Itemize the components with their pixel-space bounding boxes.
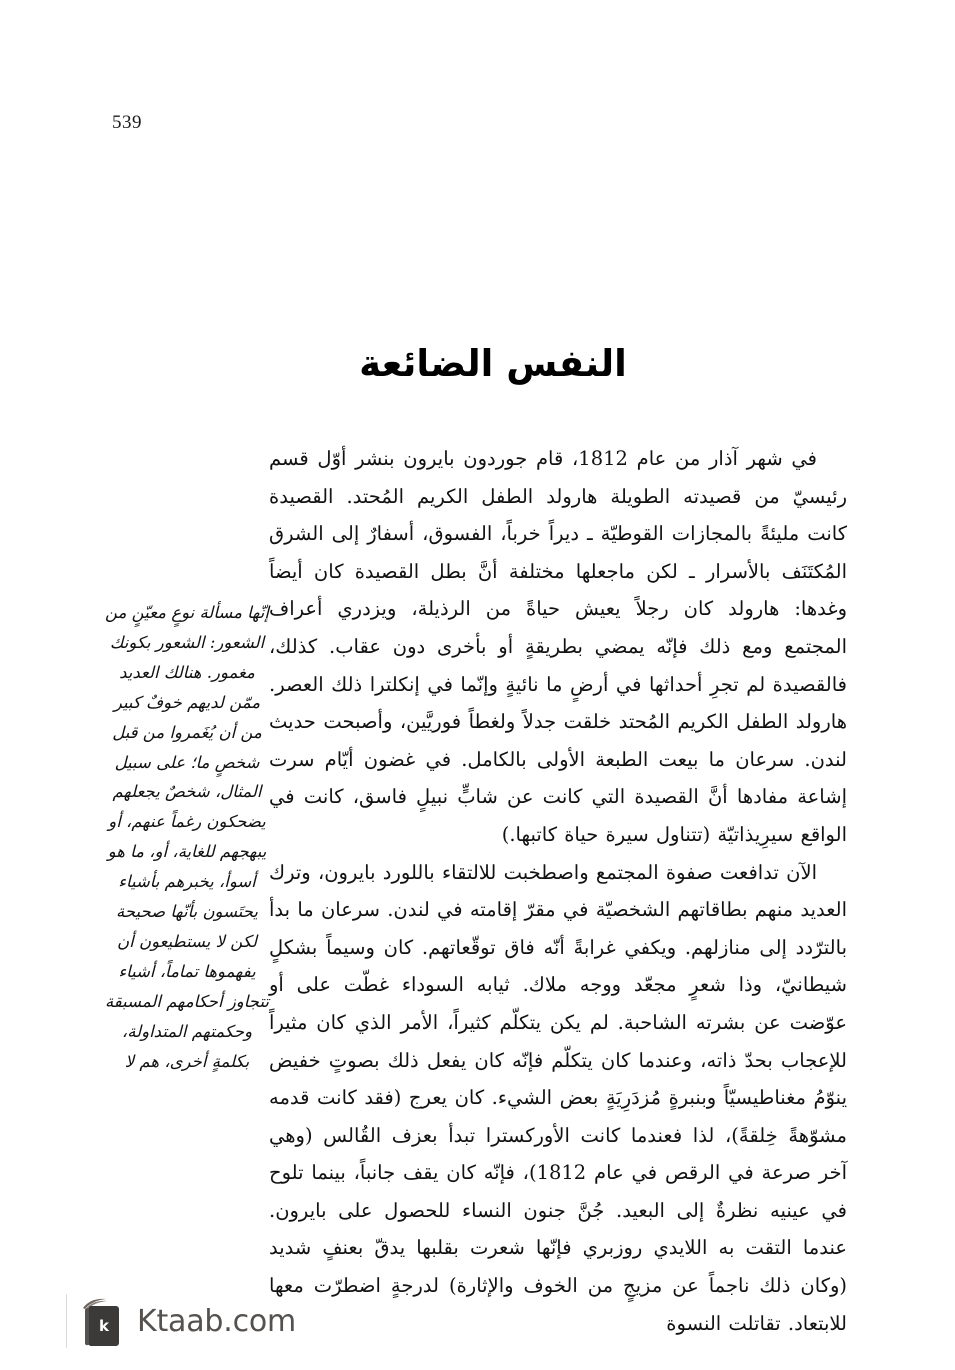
paragraph: في شهر آذار من عام 1812، قام جوردون بايرون بنشر أوّل قسم رئيسيّ من قصيدته الطويلة هارولد الطفل الكريم المُحتد. القصيدة كانت مليئةً بالمجازات القوطيّة ـ ديراً خرباً، الفسوق، أسفارٌ إلى الشرق المُكتَنَف بالأسرار ـ لكن ماجعلها مختلفة أنَّ بطل القصيدة كان أيضاً وغدها: هارولد كان رجلاً يعيش حياةً من الرذيلة، ويزدري أعراف المجتمع ومع ذلك فإنّه يمضي بطريقةٍ أو بأخرى دون عقاب. كذلك، فالقصيدة لم تجرِ أحداثها في أرضٍ ما نائيةٍ وإنّما في إنكلترا ذلك العصر. هارولد الطفل الكريم المُحتد خلقت جدلاً ولغطاً فوريَّين، وأصبحت حديث لندن. سرعان ما بيعت الطبعة الأولى بالكامل. في غضون أيّام سرت إشاعة مفادها أنَّ القصيدة التي كانت عن شابٍّ نبيلٍ فاسق، كانت في الواقع سيرِيذاتيّة (تتناول سيرة حياة كاتبها.) xyxy=(269,447,847,846)
margin-pull-quote xyxy=(104,598,270,1077)
watermark-brand-text: Ktaab.com xyxy=(137,1303,297,1339)
site-watermark xyxy=(66,1290,296,1352)
body-text xyxy=(269,440,847,1342)
margin-note-text: إنّها مسألة نوعٍ معيّنٍ من الشعور: الشعور بكونك مغمور. هنالك العديد ممّن لديهم خوفٌ كبير من أن يُغَمروا من قبل شخصٍ ما؛ على سبيل المثال، شخصٌ يجعلهم يضحكون رغماً عنهم، أو يبهجهم للغاية، أو، ما هو أسوأ، يخبرهم بأشياء يحتَسون بأنّها صحيحة لكن لا يستطيعون أن يفهموها تماماً، أشياء تتجاوز أحكامهم المسبقة وحكمتهم المتداولة، بكلمةٍ أخرى، هم لا xyxy=(104,603,270,1071)
watermark-divider xyxy=(66,1294,67,1348)
open-book-icon xyxy=(81,1296,125,1346)
paragraph: الآن تدافعت صفوة المجتمع واصطخبت للالتقاء باللورد بايرون، وترك العديد منهم بطاقاتهم الشخصيّة في مقرّ إقامته في لندن. سرعان ما بدأ بالترّدد إلى منازلهم. ويكفي غرابةً أنّه فاق توقّعاتهم. كان وسيماً بشكلٍ شيطانيّ، وذا شعرٍ مجعّد ووجه ملاك. ثيابه السوداء غطّت على أو عوّضت عن بشرته الشاحبة. لم يكن يتكلّم كثيراً، الأمر الذي كان مثيراً للإعجاب بحدّ ذاته، وعندما كان يتكلّم فإنّه كان يفعل ذلك بصوتٍ خفيض ينوّمُ مغناطيسيّاً وبنبرةٍ مُزدَرِيَةٍ بعض الشيء. كان يعرج (فقد كانت قدمه مشوّهةً خِلقةً)، لذا فعندما كانت الأوركسترا تبدأ بعزف القُالس (وهي آخر صرعة في الرقص في عام 1812)، فإنّه كان يقف جانباً، بينما تلوح في عينيه نظرةٌ إلى البعيد. جُنَّ جنون النساء للحصول على بايرون. عندما التقت به اللايدي روزبري فإنّها شعرت بقلبها يدقّ بعنفٍ شديد (وكان ذلك ناجماً عن مزيجٍ من الخوف والإثارة) لدرجةٍ اضطرّت معها للابتعاد. تقاتلت النسوة xyxy=(269,860,847,1335)
chapter-title: النفس الضائعة xyxy=(359,341,627,385)
page-number: 539 xyxy=(112,112,142,133)
watermark-book-letter: k xyxy=(99,1317,109,1335)
